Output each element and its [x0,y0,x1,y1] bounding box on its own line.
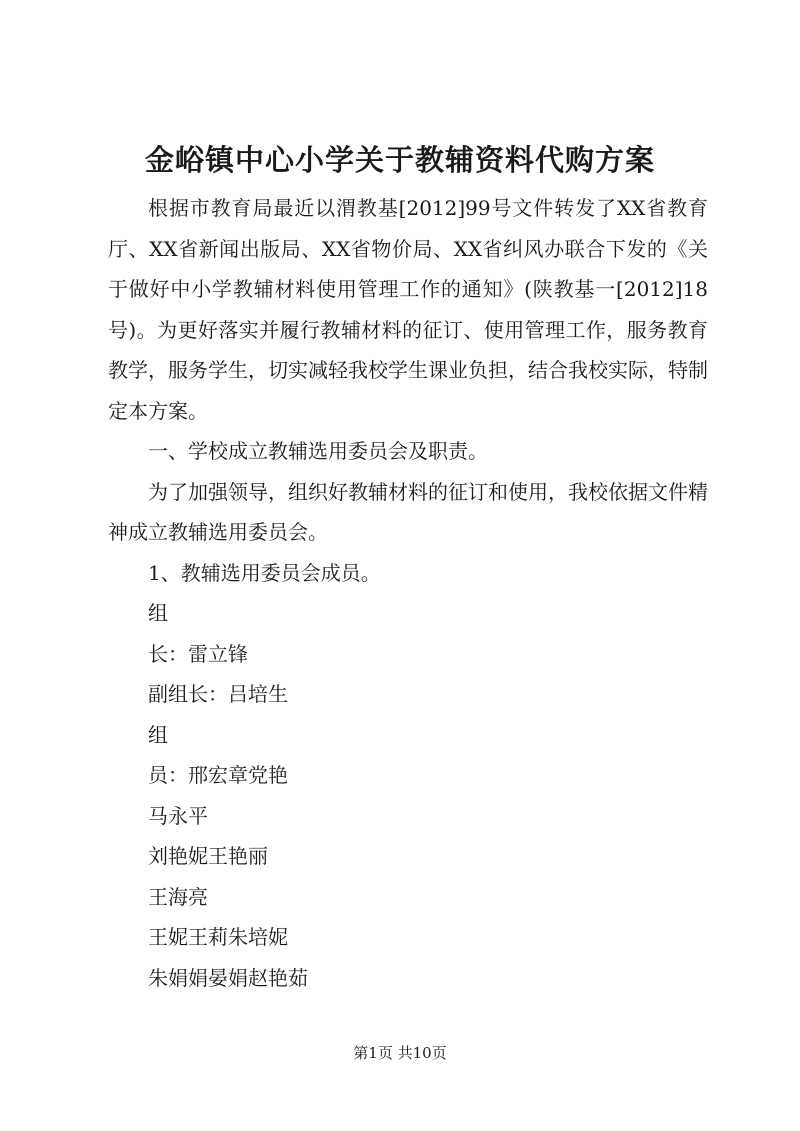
member-line: 员：邢宏章党艳 [148,763,288,787]
page-footer: 第1页 共10页 [353,1044,447,1062]
member-line: 刘艳妮王艳丽 [148,844,268,868]
section-heading-committee: 一、学校成立教辅选用委员会及职责。 [148,439,488,463]
member-line: 副组长：吕培生 [148,682,288,706]
paragraph-intro: 根据市教育局最近以渭教基[2012]99号文件转发了XX省教育厅、XX省新闻出版局、XX省物价局、XX省纠风办联合下发的《关于做好中小学教辅材料使用管理工作的通知》(陕教基一[2012]18号)。为更好落实并履行教辅材料的征订、使用管理工作，服务教育教学，服务学生，切实减轻我校学生课业负担，结合我校实际，特制定本方案。 [108,196,708,423]
member-line: 马永平 [148,803,208,828]
member-line: 长：雷立锋 [148,641,248,666]
document-body [108,188,708,998]
member-line: 王妮王莉朱培妮 [148,925,288,949]
member-line: 王海亮 [148,884,208,909]
member-line: 组 [148,722,168,747]
member-line: 组 [148,601,168,625]
paragraph-committee-purpose: 为了加强领导，组织好教辅材料的征订和使用，我校依据文件精神成立教辅选用委员会。 [108,479,708,544]
member-line: 朱娟娟晏娟赵艳茹 [148,965,308,990]
document-title: 金峪镇中心小学关于教辅资料代购方案 [144,143,655,177]
subsection-heading-members: 1、教辅选用委员会成员。 [148,560,381,585]
